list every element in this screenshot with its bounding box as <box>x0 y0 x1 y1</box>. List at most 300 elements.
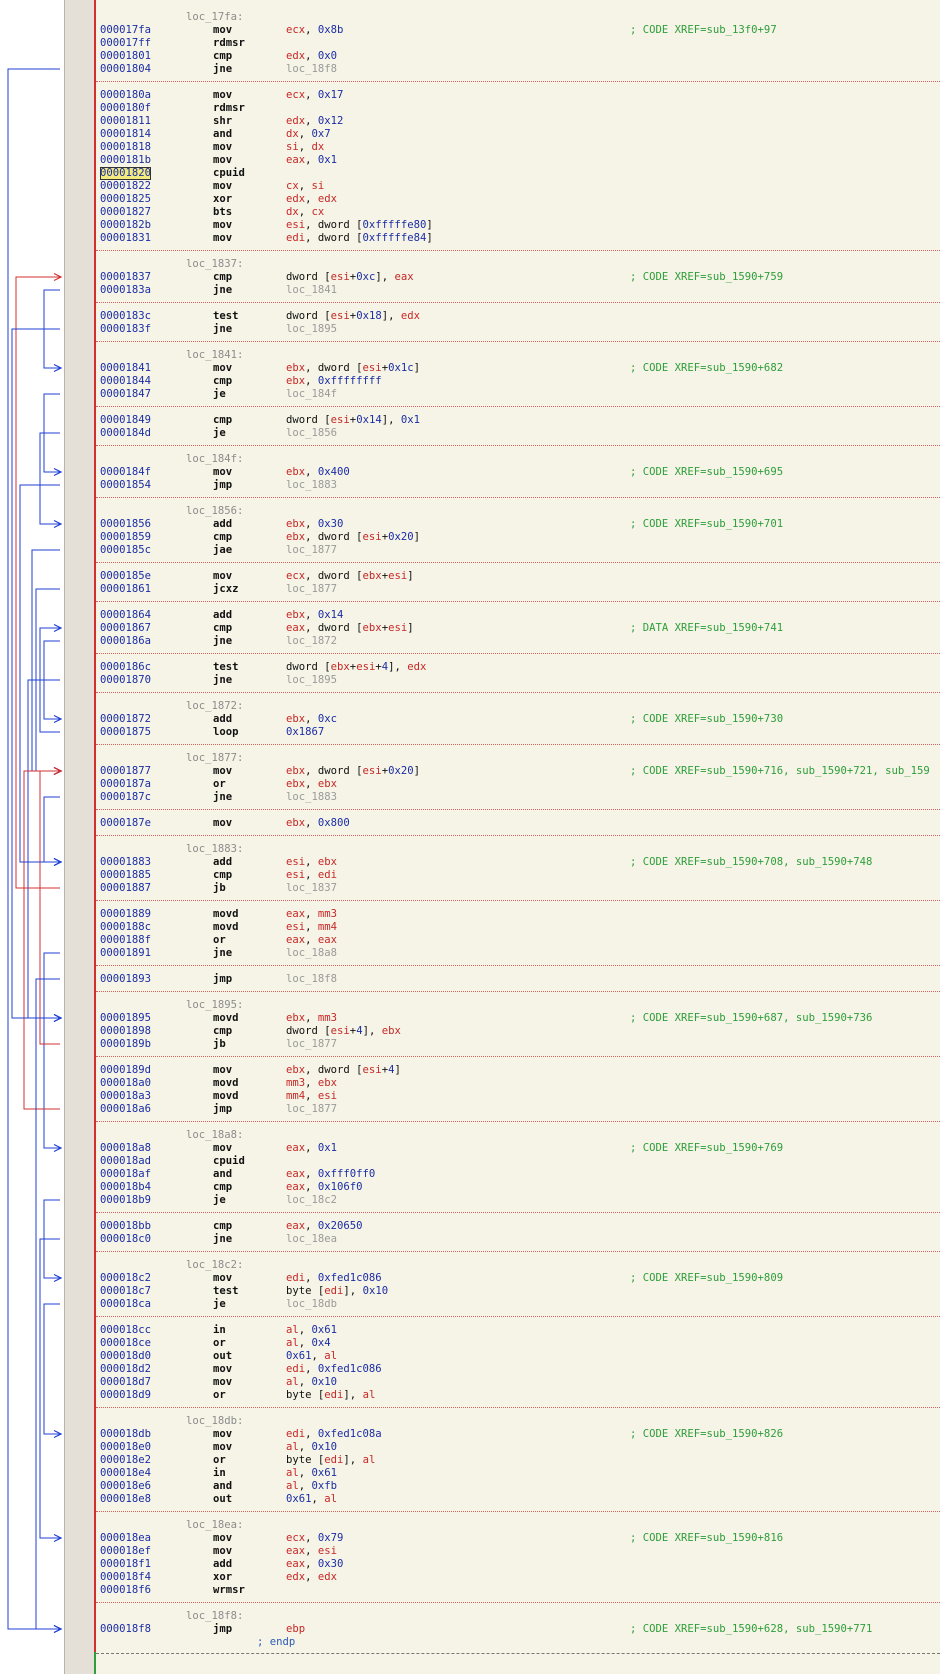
address[interactable]: 000018a3 <box>100 1090 152 1102</box>
operands <box>286 271 414 284</box>
xref-comment[interactable]: ; CODE XREF=sub_1590+716, sub_1590+721, sub_159 <box>630 765 930 777</box>
mnemonic: jne <box>213 674 233 686</box>
address[interactable]: 000018ea <box>100 1532 152 1544</box>
address[interactable]: 00001867 <box>100 622 152 634</box>
register: mm3 <box>317 1012 338 1024</box>
instruction-row[interactable] <box>96 1181 940 1194</box>
code-label[interactable]: loc_1877: <box>186 752 244 764</box>
address[interactable]: 000018a0 <box>100 1077 152 1089</box>
address[interactable]: 00001889 <box>100 908 152 920</box>
operands <box>286 180 324 193</box>
code-label[interactable]: loc_1841: <box>186 349 244 361</box>
operands <box>286 1220 363 1233</box>
block-separator <box>96 1251 940 1252</box>
instruction-row[interactable] <box>96 310 940 323</box>
address[interactable]: 000018d2 <box>100 1363 152 1375</box>
address[interactable]: 000018c2 <box>100 1272 152 1284</box>
instruction-row[interactable] <box>96 1532 940 1545</box>
disassembly-listing[interactable] <box>96 0 940 1674</box>
instruction-row[interactable] <box>96 180 940 193</box>
instruction-row[interactable] <box>96 1545 940 1558</box>
address[interactable]: 000018ce <box>100 1337 152 1349</box>
register: edi <box>324 1285 344 1297</box>
operand-text: , <box>305 89 318 101</box>
code-label[interactable]: loc_18db: <box>186 1415 244 1427</box>
address[interactable]: 00001820 <box>100 167 152 179</box>
mnemonic: test <box>213 1285 239 1297</box>
branch-target[interactable]: loc_18db <box>286 1298 338 1310</box>
operand-text: , <box>298 128 312 140</box>
address[interactable]: 000018e2 <box>100 1454 152 1466</box>
jump-arrow <box>44 1304 60 1434</box>
instruction-row[interactable] <box>96 1025 940 1038</box>
mnemonic: jne <box>213 635 233 647</box>
operands <box>286 1168 375 1181</box>
code-label[interactable]: loc_1837: <box>186 258 244 270</box>
immediate: 0x10 <box>311 1376 338 1388</box>
instruction-row[interactable] <box>96 1077 940 1090</box>
register: esi <box>330 271 350 283</box>
instruction-row[interactable] <box>96 232 940 245</box>
register: eax <box>286 1545 306 1557</box>
instruction-row[interactable] <box>96 1272 940 1285</box>
instruction-row[interactable] <box>96 1571 940 1584</box>
branch-target[interactable]: loc_18a8 <box>286 947 338 959</box>
instruction-row[interactable] <box>96 1168 940 1181</box>
branch-target[interactable]: loc_1841 <box>286 284 338 296</box>
address[interactable]: 00001883 <box>100 856 152 868</box>
address[interactable]: 0000182b <box>100 219 152 231</box>
instruction-row[interactable] <box>96 375 940 388</box>
address[interactable]: 000018e0 <box>100 1441 152 1453</box>
instruction-row[interactable] <box>96 882 940 895</box>
address[interactable]: 0000186c <box>100 661 152 673</box>
instruction-row[interactable] <box>96 154 940 167</box>
address[interactable]: 0000184d <box>100 427 152 439</box>
branch-target[interactable]: loc_1883 <box>286 791 338 803</box>
operands <box>286 1012 337 1025</box>
instruction-row[interactable] <box>96 726 940 739</box>
instruction-row[interactable] <box>96 791 940 804</box>
instruction-row[interactable] <box>96 414 940 427</box>
xref-comment[interactable]: ; CODE XREF=sub_1590+695 <box>630 466 784 478</box>
instruction-row[interactable] <box>96 921 940 934</box>
block-separator <box>96 809 940 810</box>
instruction-row[interactable] <box>96 908 940 921</box>
instruction-row[interactable] <box>96 128 940 141</box>
instruction-row[interactable] <box>96 1142 940 1155</box>
address[interactable]: 000018ef <box>100 1545 152 1557</box>
address[interactable]: 00001885 <box>100 869 152 881</box>
register: ebx <box>317 856 338 868</box>
xref-comment[interactable]: ; CODE XREF=sub_1590+816 <box>630 1532 784 1544</box>
instruction-row[interactable] <box>96 1233 940 1246</box>
instruction-row[interactable] <box>96 167 940 180</box>
operands <box>286 1272 382 1285</box>
operand-text: dword [ <box>286 414 331 426</box>
immediate: 0x4 <box>311 1337 331 1349</box>
instruction-row[interactable] <box>96 1220 940 1233</box>
xref-comment[interactable]: ; CODE XREF=sub_1590+759 <box>630 271 784 283</box>
instruction-row[interactable] <box>96 1363 940 1376</box>
instruction-row[interactable] <box>96 609 940 622</box>
operand-text: byte [ <box>286 1389 325 1401</box>
immediate: 0x20 <box>388 531 414 543</box>
address[interactable]: 0000189d <box>100 1064 152 1076</box>
instruction-row[interactable] <box>96 973 940 986</box>
endp-comment: ; endp <box>257 1636 296 1648</box>
instruction-row[interactable] <box>96 1441 940 1454</box>
instruction-row[interactable] <box>96 1155 940 1168</box>
branch-target[interactable]: loc_184f <box>286 388 338 400</box>
xref-comment[interactable]: ; CODE XREF=sub_1590+687, sub_1590+736 <box>630 1012 873 1024</box>
address[interactable]: 000018b4 <box>100 1181 152 1193</box>
register: al <box>286 1441 299 1453</box>
code-label[interactable]: loc_1872: <box>186 700 244 712</box>
mnemonic: cmp <box>213 414 233 426</box>
address[interactable]: 00001849 <box>100 414 152 426</box>
instruction-row[interactable] <box>96 362 940 375</box>
xref-comment[interactable]: ; CODE XREF=sub_1590+708, sub_1590+748 <box>630 856 873 868</box>
register: edi <box>286 232 306 244</box>
instruction-row[interactable] <box>96 1493 940 1506</box>
instruction-row[interactable] <box>96 479 940 492</box>
mnemonic: movd <box>213 908 239 920</box>
instruction-row[interactable] <box>96 1584 940 1597</box>
mnemonic: je <box>213 1298 226 1310</box>
xref-comment[interactable]: ; CODE XREF=sub_1590+628, sub_1590+771 <box>630 1623 873 1635</box>
mnemonic: cmp <box>213 869 233 881</box>
code-label[interactable]: loc_18c2: <box>186 1259 244 1271</box>
code-label[interactable]: loc_1895: <box>186 999 244 1011</box>
instruction-row[interactable] <box>96 674 940 687</box>
address[interactable]: 000018bb <box>100 1220 152 1232</box>
branch-target[interactable]: loc_18ea <box>286 1233 338 1245</box>
instruction-row[interactable] <box>96 50 940 63</box>
address[interactable]: 00001804 <box>100 63 152 75</box>
branch-target[interactable]: loc_1877 <box>286 583 338 595</box>
operand-text: byte [ <box>286 1285 325 1297</box>
xref-comment[interactable]: ; CODE XREF=sub_1590+809 <box>630 1272 784 1284</box>
xref-comment[interactable]: ; DATA XREF=sub_1590+741 <box>630 622 784 634</box>
operand-text: , <box>305 1428 318 1440</box>
address[interactable]: 000018c0 <box>100 1233 152 1245</box>
operands <box>286 479 337 492</box>
register: mm4 <box>286 1090 306 1102</box>
operand-text: ], <box>343 1285 363 1297</box>
address[interactable]: 0000187e <box>100 817 152 829</box>
instruction-row[interactable] <box>96 1467 940 1480</box>
operands <box>286 1298 337 1311</box>
mnemonic: bts <box>213 206 233 218</box>
code-label[interactable]: loc_1856: <box>186 505 244 517</box>
register: eax <box>317 934 338 946</box>
operands <box>286 89 343 102</box>
instruction-row[interactable] <box>96 934 940 947</box>
immediate: 0x61 <box>286 1493 312 1505</box>
instruction-row[interactable] <box>96 518 940 531</box>
branch-target[interactable]: loc_1895 <box>286 323 338 335</box>
register: edi <box>286 1428 306 1440</box>
address[interactable]: 0000183a <box>100 284 152 296</box>
register: ebx <box>286 375 306 387</box>
instruction-row[interactable] <box>96 1454 940 1467</box>
instruction-row[interactable] <box>96 622 940 635</box>
operands <box>286 388 337 401</box>
address[interactable]: 0000185c <box>100 544 152 556</box>
address[interactable]: 0000181b <box>100 154 152 166</box>
address[interactable]: 00001847 <box>100 388 152 400</box>
code-label[interactable]: loc_18a8: <box>186 1129 244 1141</box>
address[interactable]: 000018f8 <box>100 1623 152 1635</box>
operands <box>286 1363 382 1376</box>
address[interactable]: 000018d9 <box>100 1389 152 1401</box>
instruction-row[interactable] <box>96 1558 940 1571</box>
operand-text: , <box>305 921 318 933</box>
instruction-row[interactable] <box>96 1194 940 1207</box>
instruction-row[interactable] <box>96 1103 940 1116</box>
address[interactable]: 000018d0 <box>100 1350 152 1362</box>
instruction-row[interactable] <box>96 271 940 284</box>
address[interactable]: 000018db <box>100 1428 152 1440</box>
instruction-row[interactable] <box>96 817 940 830</box>
mnemonic: cmp <box>213 1025 233 1037</box>
mnemonic: mov <box>213 141 233 153</box>
operand-text: dword [ <box>286 310 331 322</box>
mnemonic: je <box>213 427 226 439</box>
address[interactable]: 0000183c <box>100 310 152 322</box>
address[interactable]: 000018f1 <box>100 1558 152 1570</box>
instruction-row[interactable] <box>96 1428 940 1441</box>
branch-target[interactable]: loc_1837 <box>286 882 338 894</box>
xref-comment[interactable]: ; CODE XREF=sub_1590+682 <box>630 362 784 374</box>
address[interactable]: 00001870 <box>100 674 152 686</box>
code-label[interactable]: loc_184f: <box>186 453 244 465</box>
address[interactable]: 0000186a <box>100 635 152 647</box>
address[interactable]: 0000188c <box>100 921 152 933</box>
block-separator <box>96 1121 940 1122</box>
operand-text: , <box>298 141 312 153</box>
instruction-row[interactable] <box>96 37 940 50</box>
address[interactable]: 00001891 <box>100 947 152 959</box>
address[interactable]: 000018ca <box>100 1298 152 1310</box>
address[interactable]: 0000187c <box>100 791 152 803</box>
branch-target[interactable]: loc_1883 <box>286 479 338 491</box>
instruction-row[interactable] <box>96 466 940 479</box>
instruction-row[interactable] <box>96 206 940 219</box>
instruction-row[interactable] <box>96 544 940 557</box>
operand-text: ], <box>381 310 401 322</box>
instruction-row[interactable] <box>96 219 940 232</box>
address[interactable]: 00001859 <box>100 531 152 543</box>
address[interactable]: 000018af <box>100 1168 152 1180</box>
instruction-row[interactable] <box>96 1350 940 1363</box>
instruction-row[interactable] <box>96 1038 940 1051</box>
register: esi <box>286 219 306 231</box>
instruction-row[interactable] <box>96 193 940 206</box>
operands <box>286 414 420 427</box>
address[interactable]: 00001856 <box>100 518 152 530</box>
operands <box>286 1103 337 1116</box>
instruction-row[interactable] <box>96 1285 940 1298</box>
operand-text: , <box>305 1363 318 1375</box>
instruction-row[interactable] <box>96 531 940 544</box>
instruction-row[interactable] <box>96 570 940 583</box>
immediate: 0x106f0 <box>317 1181 363 1193</box>
address[interactable]: 000018a8 <box>100 1142 152 1154</box>
code-label[interactable]: loc_17fa: <box>186 11 244 23</box>
address[interactable]: 00001875 <box>100 726 152 738</box>
address[interactable]: 000018cc <box>100 1324 152 1336</box>
immediate: 4 <box>381 661 389 673</box>
address[interactable]: 00001861 <box>100 583 152 595</box>
xref-comment[interactable]: ; CODE XREF=sub_1590+701 <box>630 518 784 530</box>
address[interactable]: 00001872 <box>100 713 152 725</box>
immediate: 0x800 <box>317 817 350 829</box>
address[interactable]: 0000183f <box>100 323 152 335</box>
register: esi <box>362 1064 382 1076</box>
instruction-row[interactable] <box>96 778 940 791</box>
branch-target[interactable]: loc_18c2 <box>286 1194 338 1206</box>
address[interactable]: 000018ad <box>100 1155 152 1167</box>
address[interactable]: 00001877 <box>100 765 152 777</box>
address[interactable]: 000018f4 <box>100 1571 152 1583</box>
address[interactable]: 000018a6 <box>100 1103 152 1115</box>
address[interactable]: 00001811 <box>100 115 152 127</box>
branch-target[interactable]: loc_18f8 <box>286 973 338 985</box>
xref-comment[interactable]: ; CODE XREF=sub_13f0+97 <box>630 24 777 36</box>
instruction-row[interactable] <box>96 1376 940 1389</box>
branch-target[interactable]: loc_1877 <box>286 544 338 556</box>
instruction-row[interactable] <box>96 1090 940 1103</box>
address[interactable]: 0000180a <box>100 89 152 101</box>
instruction-row[interactable] <box>96 284 940 297</box>
instruction-row[interactable] <box>96 24 940 37</box>
instruction-row[interactable] <box>96 141 940 154</box>
address[interactable]: 00001837 <box>100 271 152 283</box>
address[interactable]: 00001898 <box>100 1025 152 1037</box>
address[interactable]: 00001864 <box>100 609 152 621</box>
address[interactable]: 0000187a <box>100 778 152 790</box>
instruction-row[interactable] <box>96 765 940 778</box>
instruction-row[interactable] <box>96 869 940 882</box>
address[interactable]: 00001844 <box>100 375 152 387</box>
register: ebx <box>286 531 306 543</box>
block-separator <box>96 601 940 602</box>
operand-text: , <box>298 1467 312 1479</box>
instruction-row[interactable] <box>96 1480 940 1493</box>
address[interactable]: 000018d7 <box>100 1376 152 1388</box>
instruction-row[interactable] <box>96 1337 940 1350</box>
address[interactable]: 00001887 <box>100 882 152 894</box>
instruction-row[interactable] <box>96 115 940 128</box>
address[interactable]: 00001818 <box>100 141 152 153</box>
branch-target[interactable]: loc_1895 <box>286 674 338 686</box>
mnemonic: cmp <box>213 622 233 634</box>
address[interactable]: 000018b9 <box>100 1194 152 1206</box>
address[interactable]: 00001814 <box>100 128 152 140</box>
address[interactable]: 00001825 <box>100 193 152 205</box>
instruction-row[interactable] <box>96 89 940 102</box>
instruction-row[interactable] <box>96 856 940 869</box>
operand-text: + <box>381 531 389 543</box>
instruction-row[interactable] <box>96 1389 940 1402</box>
operands <box>286 1337 331 1350</box>
address[interactable]: 000018f6 <box>100 1584 152 1596</box>
address[interactable]: 000018e6 <box>100 1480 152 1492</box>
address[interactable]: 000018e8 <box>100 1493 152 1505</box>
address[interactable]: 00001895 <box>100 1012 152 1024</box>
instruction-row[interactable] <box>96 713 940 726</box>
instruction-row[interactable] <box>96 1623 940 1636</box>
address[interactable]: 00001822 <box>100 180 152 192</box>
address[interactable]: 00001827 <box>100 206 152 218</box>
address[interactable]: 000017ff <box>100 37 152 49</box>
address[interactable]: 00001801 <box>100 50 152 62</box>
block-separator <box>96 1056 940 1057</box>
instruction-row[interactable] <box>96 323 940 336</box>
instruction-row[interactable] <box>96 947 940 960</box>
operands <box>286 1571 337 1584</box>
instruction-row[interactable] <box>96 102 940 115</box>
address[interactable]: 00001854 <box>100 479 152 491</box>
address[interactable]: 0000185e <box>100 570 152 582</box>
address[interactable]: 00001893 <box>100 973 152 985</box>
instruction-row[interactable] <box>96 583 940 596</box>
mnemonic: jmp <box>213 973 233 985</box>
instruction-row[interactable] <box>96 635 940 648</box>
address[interactable]: 00001841 <box>100 362 152 374</box>
instruction-row[interactable] <box>96 427 940 440</box>
address[interactable]: 0000189b <box>100 1038 152 1050</box>
branch-target[interactable]: loc_1872 <box>286 635 338 647</box>
mnemonic: cpuid <box>213 167 245 179</box>
instruction-row[interactable] <box>96 661 940 674</box>
address[interactable]: 00001831 <box>100 232 152 244</box>
operands <box>286 674 337 687</box>
xref-comment[interactable]: ; CODE XREF=sub_1590+826 <box>630 1428 784 1440</box>
code-label[interactable]: loc_18ea: <box>186 1519 244 1531</box>
instruction-row[interactable] <box>96 1012 940 1025</box>
branch-target[interactable]: loc_1856 <box>286 427 338 439</box>
xref-comment[interactable]: ; CODE XREF=sub_1590+730 <box>630 713 784 725</box>
address[interactable]: 0000188f <box>100 934 152 946</box>
instruction-row[interactable] <box>96 1064 940 1077</box>
branch-target[interactable]: loc_1877 <box>286 1038 338 1050</box>
mnemonic: jb <box>213 1038 226 1050</box>
instruction-row[interactable] <box>96 1298 940 1311</box>
address[interactable]: 0000180f <box>100 102 152 114</box>
address[interactable]: 0000184f <box>100 466 152 478</box>
address[interactable]: 000018e4 <box>100 1467 152 1479</box>
code-label[interactable]: loc_18f8: <box>186 1610 244 1622</box>
instruction-row[interactable] <box>96 388 940 401</box>
mnemonic: jne <box>213 323 233 335</box>
mnemonic: movd <box>213 1077 239 1089</box>
address[interactable]: 000017fa <box>100 24 152 36</box>
code-label[interactable]: loc_1883: <box>186 843 244 855</box>
branch-target[interactable]: loc_1877 <box>286 1103 338 1115</box>
instruction-row[interactable] <box>96 63 940 76</box>
xref-comment[interactable]: ; CODE XREF=sub_1590+769 <box>630 1142 784 1154</box>
operands <box>286 856 337 869</box>
branch-target[interactable]: loc_18f8 <box>286 63 338 75</box>
operands <box>286 1025 401 1038</box>
instruction-row[interactable] <box>96 1324 940 1337</box>
mnemonic: and <box>213 1480 233 1492</box>
address[interactable]: 000018c7 <box>100 1285 152 1297</box>
register: al <box>286 1324 299 1336</box>
